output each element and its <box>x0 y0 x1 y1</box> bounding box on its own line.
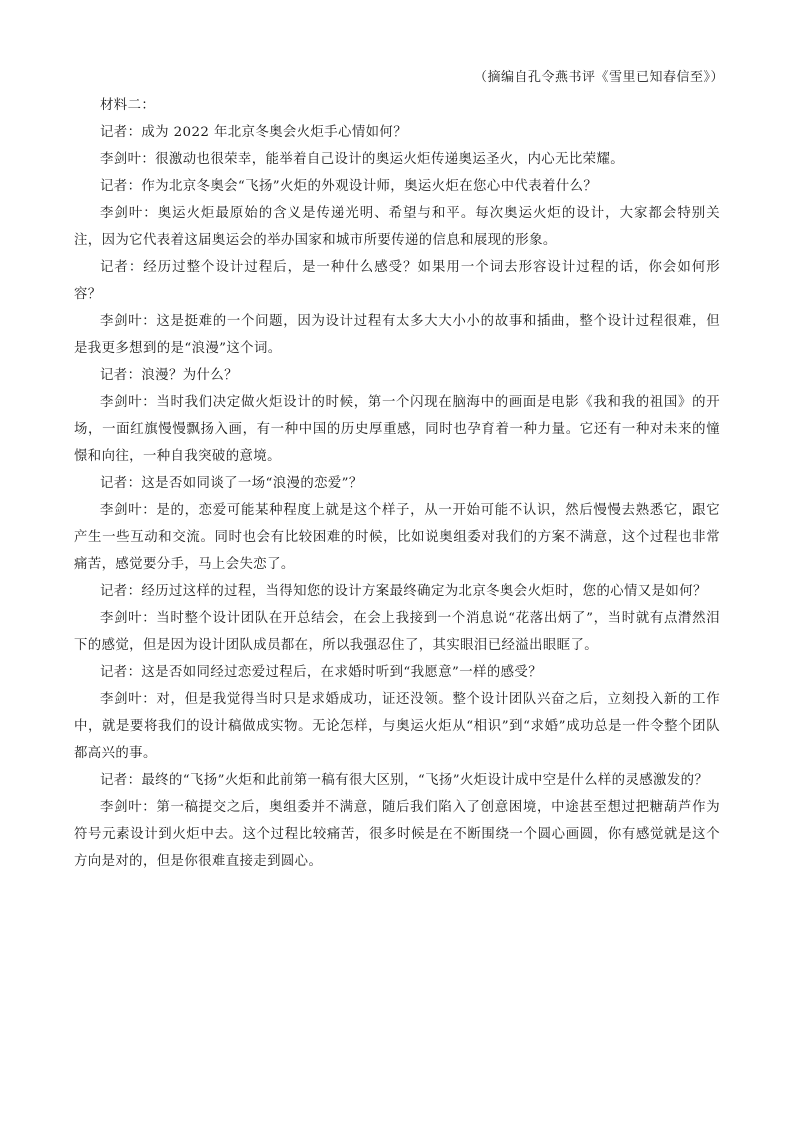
article-body <box>74 92 720 875</box>
paragraph: 记者：作为北京冬奥会“飞扬”火炬的外观设计师，奥运火炬在您心中代表着什么？ <box>100 179 598 194</box>
paragraph: 李剑叶：当时整个设计团队在开总结会，在会上我接到一个消息说“花落出炳了”，当时就有点潸然泪下的感觉，但是因为设计团队成员都在，所以我强忍住了，其实眼泪已经溢出眼眶了。 <box>74 611 720 653</box>
paragraph: 记者：最终的“飞扬”火炬和此前第一稿有很大区别，“飞扬”火炬设计成中空是什么样的灵感激发的？ <box>100 773 709 788</box>
paragraph: 李剑叶：对，但是我觉得当时只是求婚成功，证还没领。整个设计团队兴奋之后，立刻投入新的工作中，就是要将我们的设计稿做成实物。无论怎样，与奥运火炬从“相识”到“求婚”成功总是一件令整个团队都高兴的事。 <box>74 692 720 761</box>
paragraph: 李剑叶：奥运火炬最原始的含义是传递光明、希望与和平。每次奥运火炬的设计，大家都会特别关注，因为它代表着这届奥运会的举办国家和城市所要传递的信息和展现的形象。 <box>74 206 720 248</box>
paragraph: 记者：这是否如同谈了一场“浪漫的恋爱”？ <box>100 476 363 491</box>
paragraph: 记者：经历过这样的过程，当得知您的设计方案最终确定为北京冬奥会火炬时，您的心情又是如何？ <box>100 584 707 599</box>
paragraph: 李剑叶：很激动也很荣幸，能举着自己设计的奥运火炬传递奥运圣火，内心无比荣耀。 <box>100 152 625 167</box>
paragraph: 记者：浪漫？为什么？ <box>100 368 238 383</box>
paragraph: 记者：经历过整个设计过程后，是一种什么感受？如果用一个词去形容设计过程的话，你会如何形容？ <box>74 260 720 302</box>
paragraph: 李剑叶：当时我们决定做火炬设计的时候，第一个闪现在脑海中的画面是电影《我和我的祖国》的开场，一面红旗慢慢飘扬入画，有一种中国的历史厚重感，同时也孕育着一种力量。它还有一种对未来的憧憬和向往，一种自我突破的意境。 <box>74 395 720 464</box>
paragraph: 李剑叶：第一稿提交之后，奥组委并不满意，随后我们陷入了创意困境，中途甚至想过把糖葫芦作为符号元素设计到火炬中去。这个过程比较痛苦，很多时候是在不断围绕一个圆心画圆，你有感觉就是这个方向是对的，但是你很难直接走到圆心。 <box>74 800 720 869</box>
paragraph: 李剑叶：是的，恋爱可能某种程度上就是这个样子，从一开始可能不认识，然后慢慢去熟悉它，跟它产生一些互动和交流。同时也会有比较困难的时候，比如说奥组委对我们的方案不满意，这个过程也非常痛苦，感觉要分手，马上会失恋了。 <box>74 503 720 572</box>
paragraph: 记者：这是否如同经过恋爱过程后，在求婚时听到“我愿意”一样的感受？ <box>100 665 542 680</box>
source-citation: （摘编自孔令燕书评《雪里已知春信至》） <box>473 70 724 85</box>
paragraph: 李剑叶：这是挺难的一个问题，因为设计过程有太多大大小小的故事和插曲，整个设计过程很难，但是我更多想到的是“浪漫”这个词。 <box>74 314 720 356</box>
paragraph: 记者：成为 2022 年北京冬奥会火炬手心情如何？ <box>100 125 408 140</box>
section-label: 材料二： <box>100 98 156 113</box>
